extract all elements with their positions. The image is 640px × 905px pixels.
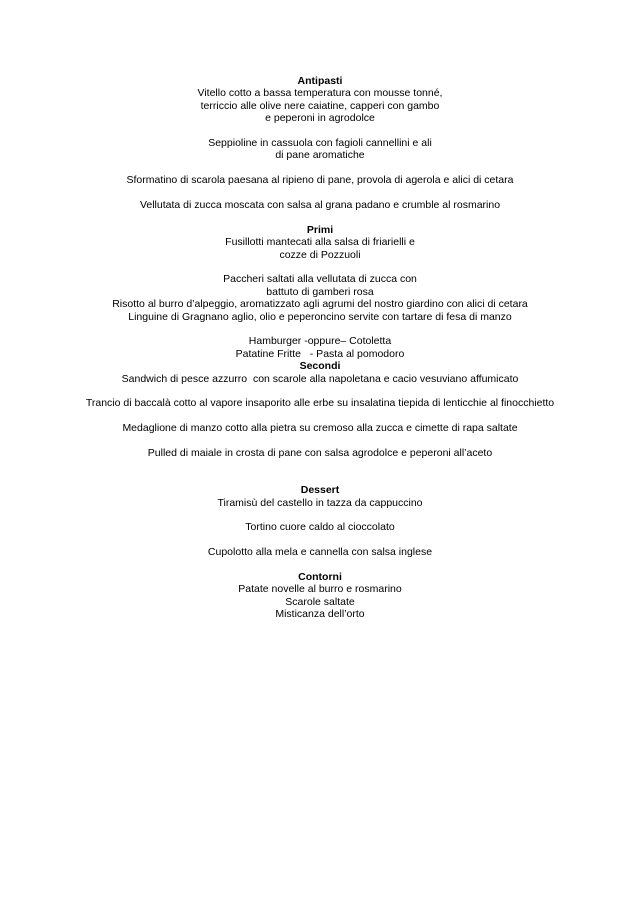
menu-item-line: Medaglione di manzo cotto alla pietra su cremoso alla zucca e cimette di rapa saltate <box>122 422 518 435</box>
spacer <box>0 472 640 484</box>
menu-item-line: Pulled di maiale in crosta di pane con salsa agrodolce e peperoni all’aceto <box>147 447 493 460</box>
menu-item-line: Sandwich di pesce azzurro con scarole alla napoletana e cacio vesuviano affumicato <box>121 372 519 385</box>
section-title-antipasti: Antipasti <box>297 75 343 87</box>
menu-item-line: Trancio di baccalà cotto al vapore insaporito alle erbe su insalatina tiepida di lenticchie al finocchietto <box>85 397 555 410</box>
menu-item-line: Vitello cotto a bassa temperatura con mousse tonné, <box>197 87 443 100</box>
spacer <box>0 534 640 546</box>
menu-item-line: Sformatino di scarola paesana al ripieno di pane, provola di agerola e alici di cetara <box>126 174 514 187</box>
section-title-secondi: Secondi <box>299 360 341 373</box>
menu-item-line: Linguine di Gragnano aglio, olio e peperoncino servite con tartare di fesa di manzo <box>128 310 512 323</box>
menu-item-line: Misticanza dell’orto <box>275 608 365 621</box>
spacer <box>0 385 640 397</box>
spacer <box>0 435 640 447</box>
menu-item-line: di pane aromatiche <box>275 149 365 162</box>
menu-item-line: Paccheri saltati alla vellutata di zucca con <box>223 273 417 286</box>
spacer <box>0 187 640 199</box>
menu-item-line: terriccio alle olive nere caiatine, capperi con gambo <box>200 99 440 112</box>
menu-item-line: Tortino cuore caldo al cioccolato <box>245 521 395 534</box>
section-title-dessert: Dessert <box>300 484 340 497</box>
menu-item-line: Tiramisù del castello in tazza da cappuccino <box>217 496 423 509</box>
spacer <box>0 261 640 273</box>
menu-item-line: Seppioline in cassuola con fagioli cannellini e ali <box>208 137 432 150</box>
section-title-primi: Primi <box>306 223 334 236</box>
menu-document <box>0 75 640 621</box>
menu-item-line: Cupolotto alla mela e cannella con salsa inglese <box>207 546 433 559</box>
menu-item-line: Vellutata di zucca moscata con salsa al grana padano e crumble al rosmarino <box>139 199 501 212</box>
menu-item-line: Fusillotti mantecati alla salsa di friarielli e <box>225 236 415 249</box>
section-title-contorni: Contorni <box>298 571 342 584</box>
menu-item-line: Scarole saltate <box>285 595 355 608</box>
spacer <box>0 559 640 571</box>
menu-item-line: Hamburger -oppure– Cotoletta <box>248 335 392 348</box>
spacer <box>0 323 640 335</box>
spacer <box>0 211 640 223</box>
menu-item-line: battuto di gamberi rosa <box>266 285 374 298</box>
spacer <box>0 459 640 471</box>
spacer <box>0 162 640 174</box>
menu-item-line: cozze di Pozzuoli <box>279 248 361 261</box>
menu-item-line: e peperoni in agrodolce <box>265 112 375 125</box>
menu-item-line: Patate novelle al burro e rosmarino <box>238 583 402 596</box>
spacer <box>0 410 640 422</box>
menu-item-line: Patatine Fritte - Pasta al pomodoro <box>235 347 405 360</box>
spacer <box>0 509 640 521</box>
spacer <box>0 125 640 137</box>
menu-item-line: Risotto al burro d’alpeggio, aromatizzato agli agrumi del nostro giardino con alici di cetara <box>112 298 528 311</box>
